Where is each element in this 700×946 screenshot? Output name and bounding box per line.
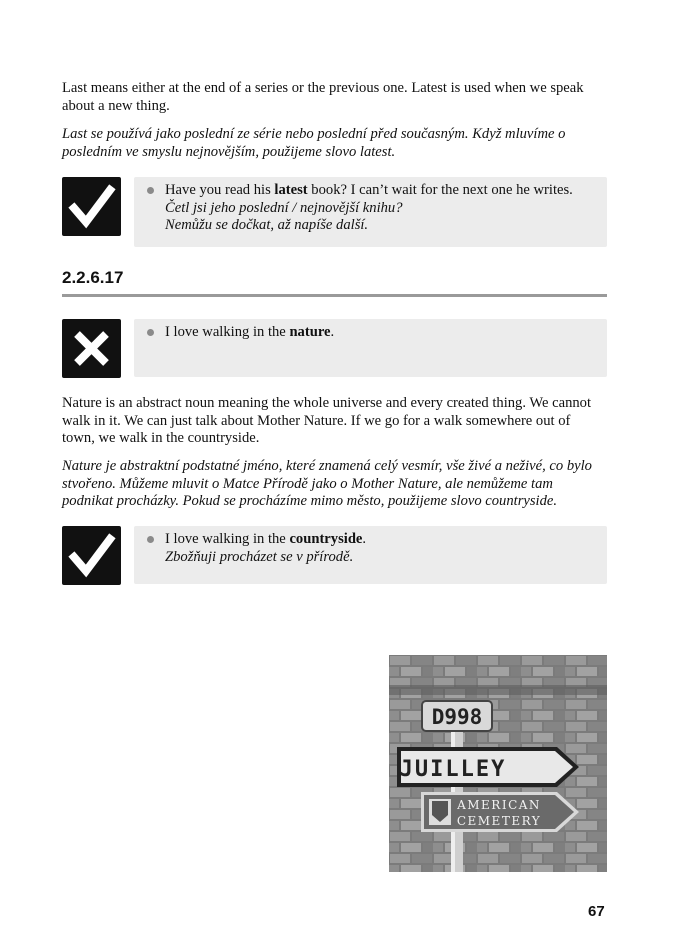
intro-en-line1: Last means either at the end of a series or the previous one. Latest is used when we speak (62, 80, 584, 96)
explanation-czech (62, 458, 610, 511)
checkmark-icon (62, 526, 121, 585)
intro-cz-line1: Last se používá jako poslední ze série nebo poslední před současným. Když mluvíme o (62, 126, 566, 142)
section-number: 2.2.6.17 (62, 268, 124, 287)
example-text: . (330, 324, 335, 340)
explanation-english (62, 395, 610, 448)
sign-town-name: JUILLEY (399, 757, 507, 782)
explanation-en-line3: town, we walk in the countryside. (62, 430, 260, 446)
explanation-cz-line3: podnikat procházky. Pokud se procházíme mimo město, použijeme slovo countryside. (62, 493, 558, 509)
intro-english (62, 80, 610, 115)
example-keyword: countryside (289, 531, 363, 547)
example-text: Have you read his (165, 182, 275, 198)
example-sentence (165, 324, 334, 342)
intro-czech (62, 126, 610, 161)
checkmark-icon (62, 177, 121, 236)
example-sentence (165, 531, 366, 549)
explanation-en-line2: walk in it. We can just talk about Mother Nature. If we go for a walk somewhere out of (62, 412, 571, 429)
example-text: . (362, 531, 367, 547)
example-text: I love walking in the (165, 324, 290, 340)
bullet-icon (147, 536, 154, 543)
example-translation-line2: Nemůžu se dočkat, až napíše další. (165, 217, 369, 233)
bullet-icon (147, 329, 154, 336)
example-sentence (165, 182, 573, 200)
sign-route-number: D998 (431, 705, 483, 729)
sign-text-line2: CEMETERY (456, 814, 542, 828)
intro-en-line2: about a new thing. (62, 97, 170, 114)
road-sign-photo (389, 655, 607, 872)
cross-icon (62, 319, 121, 378)
example-keyword: latest (274, 182, 308, 198)
example-text: I love walking in the (165, 531, 290, 547)
explanation-cz-line2: stvořeno. Můžeme mluvit o Matce Přírodě jako o Mother Nature, ale nemůžeme tam (62, 475, 553, 492)
example-text: book? I can’t wait for the next one he writes. (307, 182, 573, 198)
example-translation-line1: Četl jsi jeho poslední / nejnovější knihu? (165, 200, 403, 216)
example-box-countryside (134, 526, 607, 584)
example-box-nature (134, 319, 607, 377)
example-translation-line1: Zbožňuji procházet se v přírodě. (165, 549, 354, 565)
page-number: 67 (588, 903, 605, 920)
example-keyword: nature (289, 324, 331, 340)
bullet-icon (147, 187, 154, 194)
explanation-en-line1: Nature is an abstract noun meaning the whole universe and every created thing. We cannot (62, 395, 592, 411)
section-divider (62, 294, 607, 297)
sign-text-line1: AMERICAN (457, 798, 541, 812)
explanation-cz-line1: Nature je abstraktní podstatné jméno, které znamená celý vesmír, vše živé a neživé, co bylo (62, 458, 592, 474)
example-box-latest (134, 177, 607, 247)
intro-cz-line2: posledním ve smyslu nejnovějším, použijeme slovo latest. (62, 143, 396, 160)
